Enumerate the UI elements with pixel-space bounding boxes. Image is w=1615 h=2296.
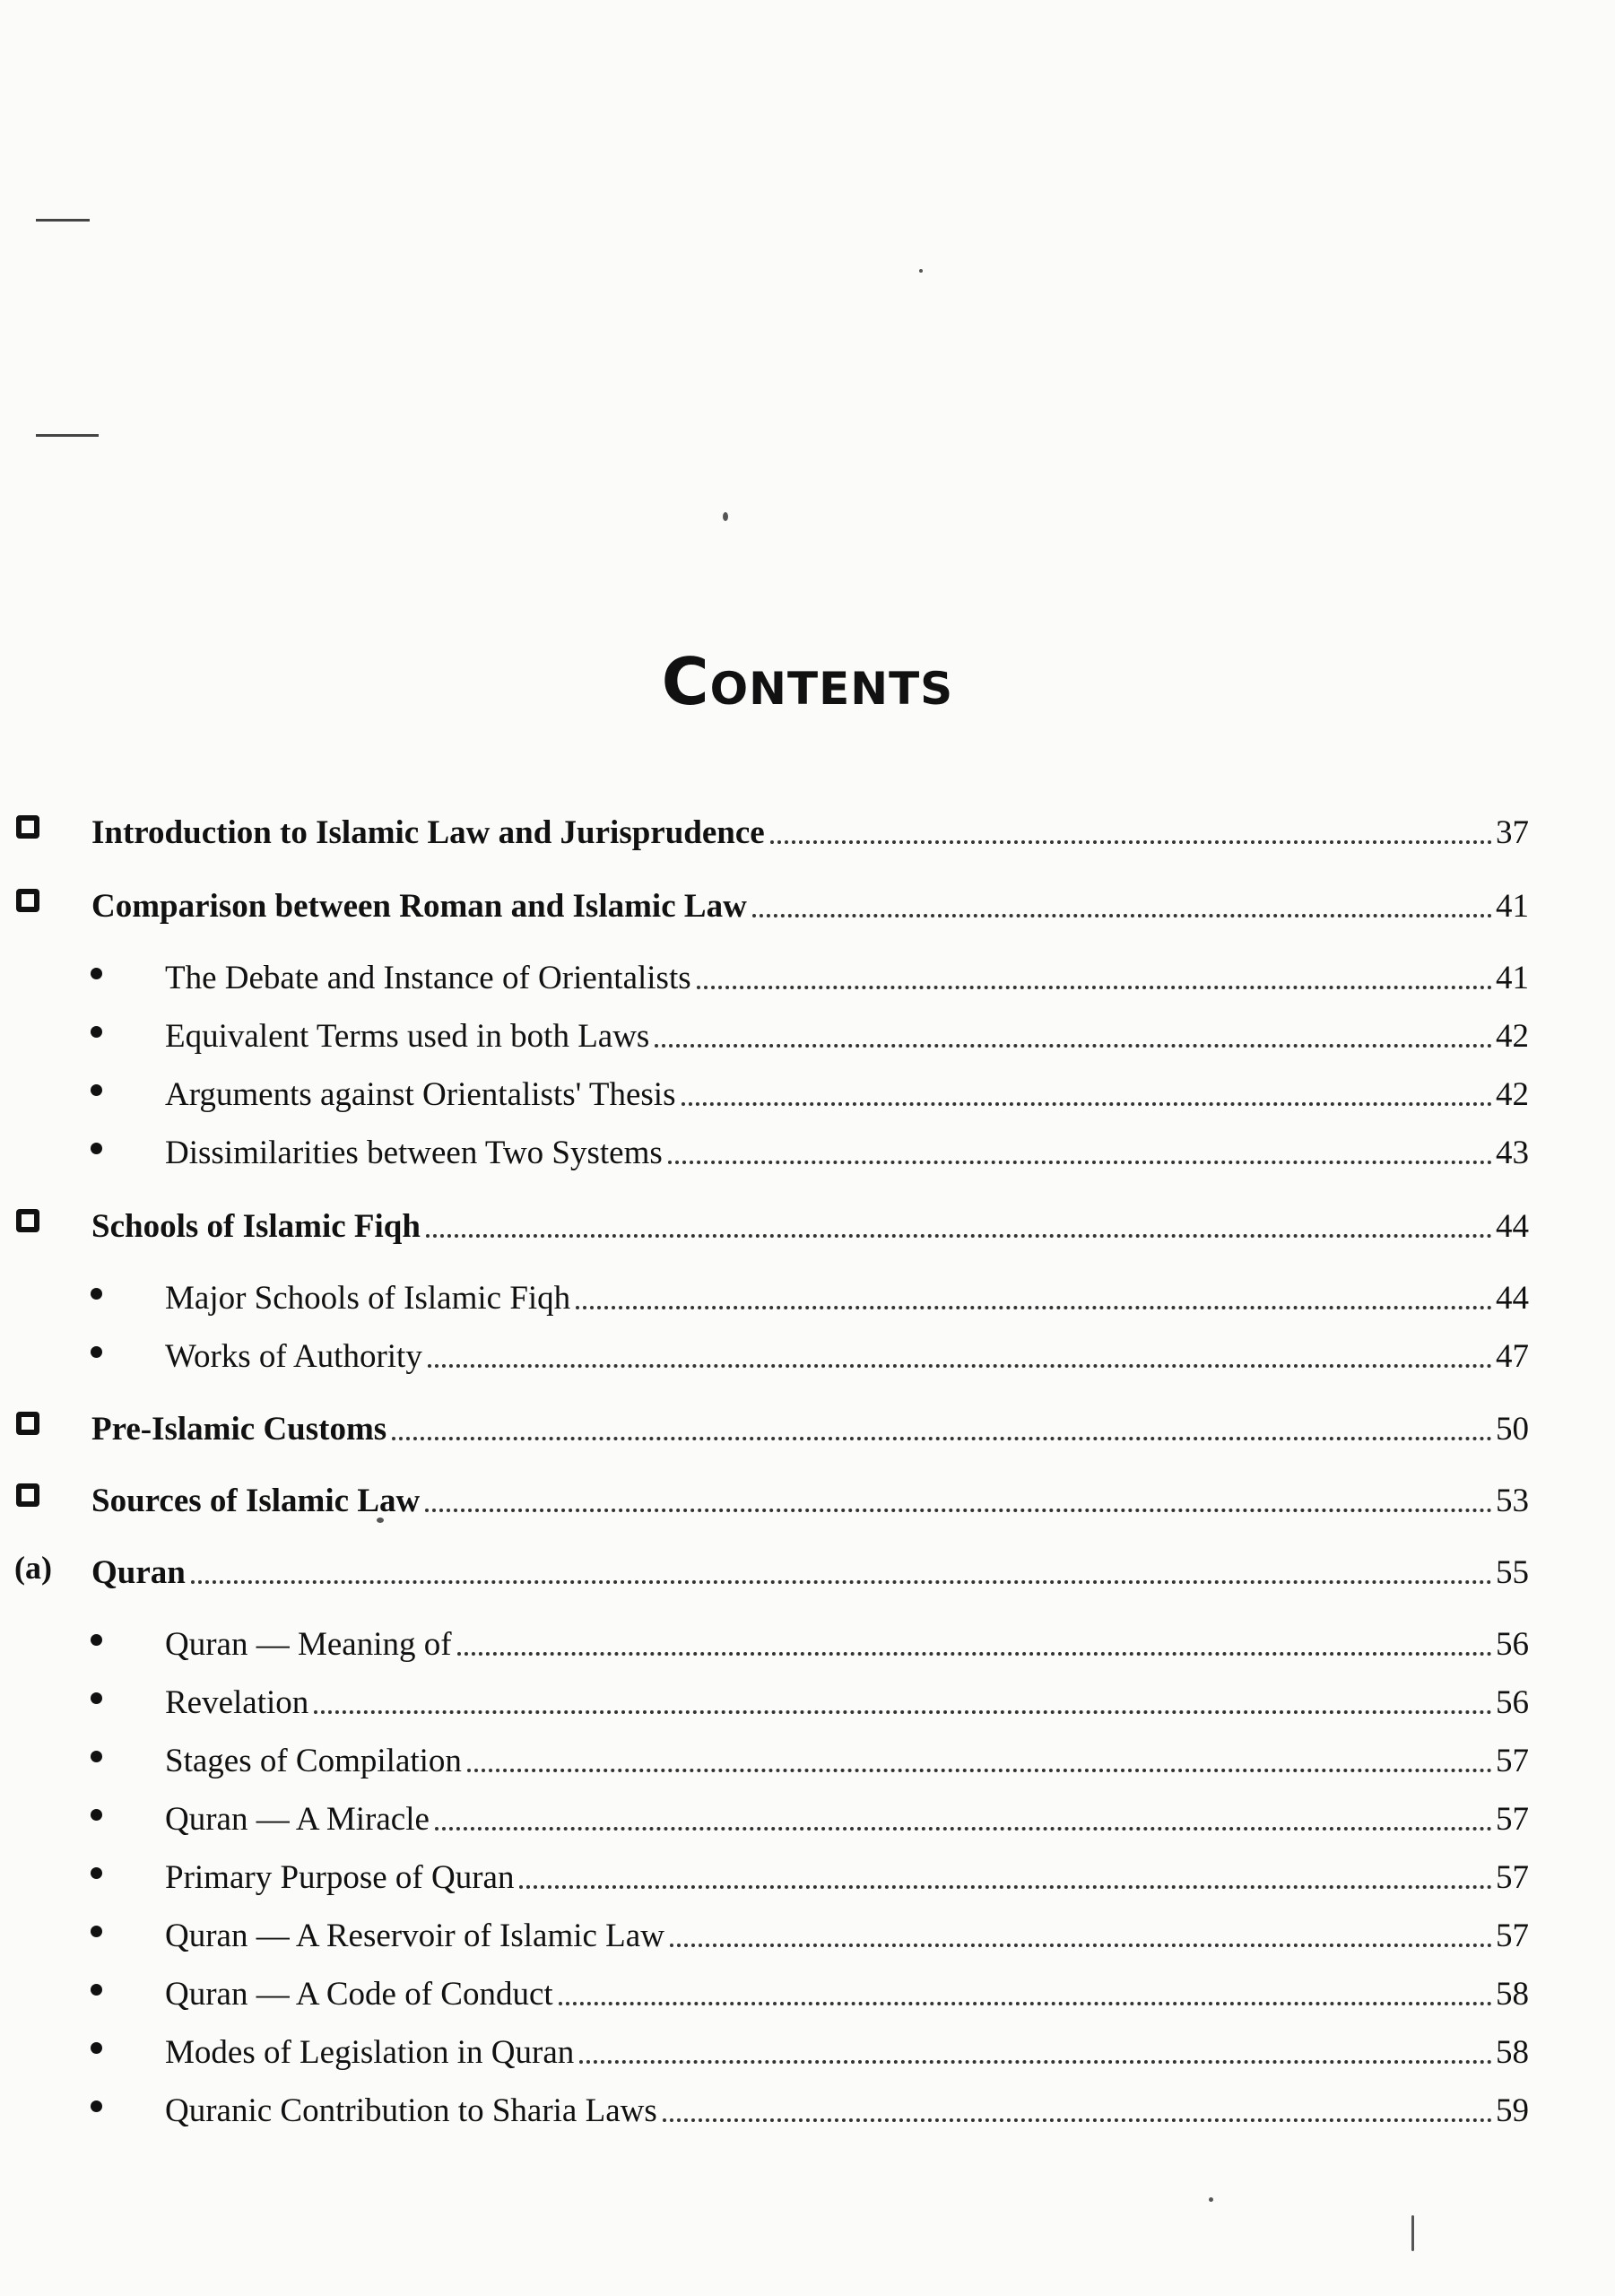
dot-leader: [663, 2118, 1492, 2122]
toc-page-number: 42: [1496, 1076, 1529, 1113]
bullet-icon: [91, 1346, 102, 1358]
toc-entry-title: Quran: [91, 1554, 186, 1591]
checkbox-square-icon: [16, 889, 39, 912]
toc-entry-title: Introduction to Islamic Law and Jurisprudence: [91, 814, 765, 851]
toc-page-number: 58: [1496, 2034, 1529, 2071]
toc-entry-title: Pre-Islamic Customs: [91, 1411, 387, 1448]
toc-page-number: 58: [1496, 1976, 1529, 2013]
dot-leader: [457, 1652, 1492, 1656]
toc-subsection-entry: [0, 1673, 1615, 1723]
toc-entry-line: [91, 803, 1529, 853]
toc-entry-title: Quran — A Reservoir of Islamic Law: [165, 1918, 664, 1954]
dot-leader: [467, 1769, 1492, 1772]
toc-page-number: 47: [1496, 1338, 1529, 1375]
toc-entry-title: Schools of Islamic Fiqh: [91, 1208, 421, 1245]
toc-entry-line: [165, 1614, 1529, 1665]
toc-entry-line: [165, 1268, 1529, 1318]
toc-subsection-entry: [0, 1848, 1615, 1898]
toc-subsection-entry: [0, 2022, 1615, 2073]
bullet-icon: [91, 1867, 102, 1879]
dot-leader: [682, 1102, 1493, 1106]
toc-section-entry: [0, 803, 1615, 853]
checkbox-square-icon: [16, 1209, 39, 1232]
page-title: Contents: [661, 644, 954, 719]
toc-page-number: 56: [1496, 1684, 1529, 1721]
dot-leader: [519, 1885, 1492, 1889]
dot-leader: [191, 1580, 1492, 1584]
toc-page-number: 44: [1496, 1208, 1529, 1245]
toc-entry-title: Arguments against Orientalists' Thesis: [165, 1076, 676, 1113]
toc-entry-title: The Debate and Instance of Orientalists: [165, 960, 691, 996]
checkbox-square-icon: [16, 1483, 39, 1507]
toc-section-entry: [0, 1471, 1615, 1521]
toc-page-number: 59: [1496, 2092, 1529, 2129]
toc-page-number: 56: [1496, 1626, 1529, 1663]
toc-section-entry: [0, 1196, 1615, 1247]
bullet-icon: [91, 1751, 102, 1762]
toc-entry-line: [91, 1543, 1529, 1593]
dot-leader: [314, 1710, 1492, 1714]
toc-page-number: 53: [1496, 1483, 1529, 1519]
toc-entry-title: Major Schools of Islamic Fiqh: [165, 1280, 571, 1317]
toc-page-number: 57: [1496, 1743, 1529, 1779]
toc-entry-title: Quran — A Miracle: [165, 1801, 430, 1838]
toc-subsection-entry: [0, 1123, 1615, 1173]
toc-page-number: 55: [1496, 1554, 1529, 1591]
toc-entry-marker: (a): [14, 1550, 52, 1586]
dot-leader: [579, 2060, 1492, 2064]
bullet-icon: [91, 1143, 102, 1154]
toc-entry-line: [165, 1326, 1529, 1377]
toc-subsection-entry: [0, 1268, 1615, 1318]
dot-leader: [576, 1306, 1492, 1309]
toc-entry-title: Primary Purpose of Quran: [165, 1859, 515, 1896]
toc-entry-line: [165, 1731, 1529, 1781]
toc-subsection-entry: [0, 1964, 1615, 2014]
toc-entry-line: [165, 1123, 1529, 1173]
toc-entry-line: [165, 2022, 1529, 2073]
toc-section-entry: [0, 1543, 1615, 1593]
bullet-icon: [91, 1288, 102, 1300]
bullet-icon: [91, 1984, 102, 1996]
bullet-icon: [91, 1026, 102, 1038]
toc-page-number: 50: [1496, 1411, 1529, 1448]
bullet-icon: [91, 1926, 102, 1937]
toc-page-number: 41: [1496, 888, 1529, 925]
toc-page-number: 37: [1496, 814, 1529, 851]
toc-entry-line: [165, 1673, 1529, 1723]
bullet-icon: [91, 968, 102, 979]
dot-leader: [697, 986, 1492, 989]
checkbox-square-icon: [16, 815, 39, 839]
toc-entry-title: Works of Authority: [165, 1338, 422, 1375]
toc-entry-title: Quran — A Code of Conduct: [165, 1976, 553, 2013]
toc-entry-title: Equivalent Terms used in both Laws: [165, 1018, 650, 1055]
toc-entry-line: [165, 2081, 1529, 2131]
dot-leader: [655, 1044, 1492, 1048]
bullet-icon: [91, 2100, 102, 2112]
toc-entry-line: [165, 1906, 1529, 1956]
bullet-icon: [91, 2042, 102, 2054]
toc-subsection-entry: [0, 1614, 1615, 1665]
bullet-icon: [91, 1084, 102, 1096]
toc-page-number: 41: [1496, 960, 1529, 996]
toc-entry-line: [165, 1065, 1529, 1115]
toc-entry-line: [91, 1196, 1529, 1247]
toc-subsection-entry: [0, 1006, 1615, 1057]
toc-entry-title: Quran — Meaning of: [165, 1626, 452, 1663]
toc-subsection-entry: [0, 2081, 1615, 2131]
toc-page-number: 57: [1496, 1859, 1529, 1896]
toc-entry-line: [165, 1006, 1529, 1057]
toc-page-number: 43: [1496, 1135, 1529, 1171]
toc-entry-title: Comparison between Roman and Islamic Law: [91, 888, 747, 925]
dot-leader: [435, 1827, 1492, 1831]
dot-leader: [752, 914, 1492, 918]
toc-subsection-entry: [0, 1731, 1615, 1781]
dot-leader: [770, 840, 1492, 844]
toc-entry-title: Dissimilarities between Two Systems: [165, 1135, 663, 1171]
toc-entry-title: Stages of Compilation: [165, 1743, 462, 1779]
bullet-icon: [91, 1634, 102, 1646]
toc-entry-line: [165, 948, 1529, 998]
dot-leader: [670, 1944, 1492, 1947]
dot-leader: [425, 1509, 1492, 1512]
toc-entry-title: Modes of Legislation in Quran: [165, 2034, 575, 2071]
toc-entry-line: [91, 1399, 1529, 1449]
bullet-icon: [91, 1692, 102, 1704]
toc-entry-line: [165, 1789, 1529, 1839]
toc-section-entry: [0, 1399, 1615, 1449]
toc-subsection-entry: [0, 1789, 1615, 1839]
toc-subsection-entry: [0, 1326, 1615, 1377]
checkbox-square-icon: [16, 1412, 39, 1435]
toc-subsection-entry: [0, 948, 1615, 998]
toc-entry-line: [91, 876, 1529, 926]
toc-page-number: 44: [1496, 1280, 1529, 1317]
toc-entry-line: [91, 1471, 1529, 1521]
toc-page-number: 42: [1496, 1018, 1529, 1055]
toc-entry-line: [165, 1964, 1529, 2014]
toc-entry-title: Sources of Islamic Law: [91, 1483, 421, 1519]
toc-entry-title: Revelation: [165, 1684, 309, 1721]
bullet-icon: [91, 1809, 102, 1821]
toc-subsection-entry: [0, 1065, 1615, 1115]
dot-leader: [392, 1437, 1492, 1440]
dot-leader: [668, 1161, 1492, 1164]
dot-leader: [426, 1234, 1492, 1238]
toc-entry-title: Quranic Contribution to Sharia Laws: [165, 2092, 657, 2129]
toc-page-number: 57: [1496, 1801, 1529, 1838]
toc-section-entry: [0, 876, 1615, 926]
toc-page-number: 57: [1496, 1918, 1529, 1954]
dot-leader: [428, 1364, 1492, 1368]
toc-entry-line: [165, 1848, 1529, 1898]
toc-subsection-entry: [0, 1906, 1615, 1956]
dot-leader: [559, 2002, 1492, 2005]
